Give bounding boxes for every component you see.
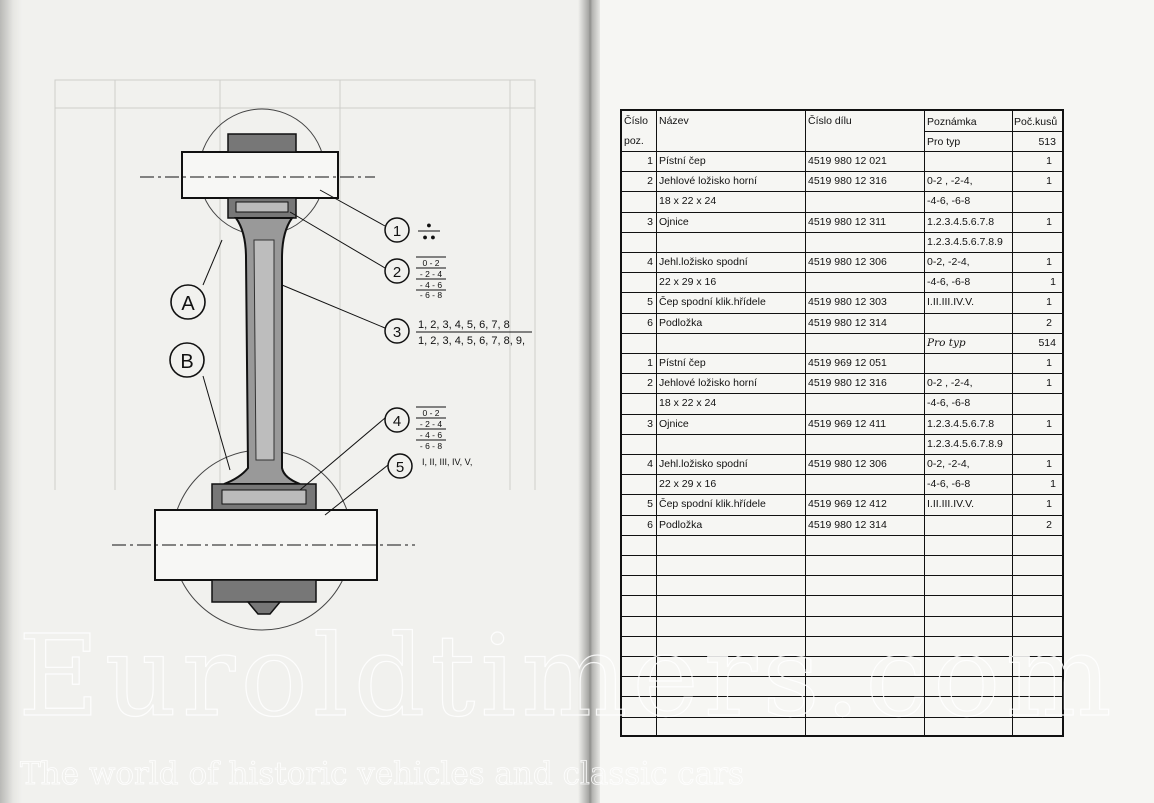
row-qty: 1 <box>1050 478 1056 491</box>
table-row-divider <box>622 434 1062 435</box>
row-name: Podložka <box>659 518 703 531</box>
row-part: 4519 980 12 316 <box>808 377 887 390</box>
table-row-divider <box>622 414 1062 415</box>
row-qty: 1 <box>1046 357 1052 369</box>
row-qty: 1 <box>1046 175 1052 188</box>
row-note: 0-2 , -2-4, <box>927 377 973 390</box>
callout-2-line2: - 2 - 4 <box>419 269 443 279</box>
row-note: -4-6, -6-8 <box>927 478 971 491</box>
row-note: Pro typ <box>927 336 966 349</box>
table-row-divider <box>622 474 1062 475</box>
table-row-divider <box>924 131 1062 132</box>
row-pos: 6 <box>647 518 653 531</box>
row-note: -4-6, -6-8 <box>927 397 971 410</box>
row-pos: 3 <box>647 417 653 430</box>
callout-3-line2: 1, 2, 3, 4, 5, 6, 7, 8, 9, <box>418 335 526 347</box>
row-pos: 5 <box>647 498 653 511</box>
row-note: 1.2.3.4.5.6.7.8 <box>927 417 995 430</box>
row-part: 4519 969 12 051 <box>808 357 887 369</box>
header-pos: Číslo <box>624 115 648 127</box>
callout-3-line1: 1, 2, 3, 4, 5, 6, 7, 8 <box>418 319 510 331</box>
row-name: 18 x 22 x 24 <box>659 397 717 410</box>
table-row-divider <box>622 393 1062 394</box>
callout-2-line4: - 6 - 8 <box>419 290 443 300</box>
table-row-divider <box>622 171 1062 172</box>
row-note: 1.2.3.4.5.6.7.8 <box>927 215 995 228</box>
row-note: 0-2, -2-4, <box>927 458 970 470</box>
row-name: Jehl.ložisko spodní <box>659 458 748 470</box>
callout-2-line1: 0 - 2 <box>422 258 440 268</box>
row-part: 4519 980 12 306 <box>808 458 887 470</box>
row-name: Ojnice <box>659 215 689 228</box>
table-row-divider <box>622 272 1062 273</box>
table-row-divider <box>622 494 1062 495</box>
callout-4-line1: 0 - 2 <box>422 408 440 418</box>
row-qty: 514 <box>1038 336 1056 349</box>
row-note: -4-6, -6-8 <box>927 276 971 289</box>
row-pos: 2 <box>647 175 653 188</box>
row-name: 22 x 29 x 16 <box>659 478 717 491</box>
row-part: 4519 980 12 303 <box>808 296 887 309</box>
row-part: 4519 969 12 411 <box>808 417 887 430</box>
table-row-divider <box>622 313 1062 314</box>
row-note: 0-2, -2-4, <box>927 256 970 268</box>
table-row-divider <box>622 575 1062 576</box>
table-row-divider <box>622 595 1062 596</box>
row-name: 18 x 22 x 24 <box>659 195 717 208</box>
row-qty: 1 <box>1046 498 1052 511</box>
row-pos: 4 <box>647 458 653 470</box>
row-qty: 1 <box>1046 215 1052 228</box>
row-part: 4519 980 12 314 <box>808 316 887 329</box>
callout-1-number: 1 <box>392 223 402 240</box>
callout-1-line1: ● <box>426 220 432 230</box>
row-name: Jehlové ložisko horní <box>659 175 758 188</box>
table-row-divider <box>622 535 1062 536</box>
row-name: Pístní čep <box>659 155 706 167</box>
row-pos: 6 <box>647 316 653 329</box>
row-qty: 2 <box>1046 316 1052 329</box>
label-b: B <box>180 351 194 373</box>
header-name: Název <box>659 115 689 127</box>
row-note: 1.2.3.4.5.6.7.8.9 <box>927 437 1003 450</box>
row-name: 22 x 29 x 16 <box>659 276 717 289</box>
table-row-divider <box>622 555 1062 556</box>
header-qty-sub: 513 <box>1038 136 1056 148</box>
row-note: 0-2 , -2-4, <box>927 175 973 188</box>
header-part: Číslo dílu <box>808 115 852 127</box>
callout-1-line2: ● ● <box>422 232 436 242</box>
row-name: Čep spodní klik.hřídele <box>659 498 766 511</box>
row-pos: 2 <box>647 377 653 390</box>
watermark-brand: Euroldtimers.com <box>18 612 1117 742</box>
table-row-divider <box>622 373 1062 374</box>
row-name: Podložka <box>659 316 703 329</box>
row-qty: 1 <box>1046 296 1052 309</box>
callout-4-line4: - 6 - 8 <box>419 441 443 451</box>
table-row-divider <box>622 515 1062 516</box>
header-note-sub: Pro typ <box>927 136 961 148</box>
table-row-divider <box>622 232 1062 233</box>
row-part: 4519 980 12 314 <box>808 518 887 531</box>
header-pos-sub: poz. <box>624 135 644 147</box>
header-qty: Poč.kusů <box>1014 116 1058 128</box>
callout-5-number: 5 <box>395 459 405 476</box>
row-qty: 2 <box>1046 518 1052 531</box>
callout-2-number: 2 <box>392 264 402 281</box>
table-row-divider <box>622 252 1062 253</box>
row-pos: 5 <box>647 296 653 309</box>
row-qty: 1 <box>1050 276 1056 289</box>
row-note: I.II.III.IV.V. <box>927 296 975 309</box>
row-name: Ojnice <box>659 417 689 430</box>
callout-3-number: 3 <box>392 324 402 341</box>
piston-pin <box>182 152 338 198</box>
table-row-divider <box>622 292 1062 293</box>
callout-4-line3: - 4 - 6 <box>419 430 443 440</box>
row-qty: 1 <box>1046 155 1052 167</box>
watermark-tagline: The world of historic vehicles and classic cars <box>20 756 744 792</box>
callout-5-line1: I, II, III, IV, V, <box>422 457 473 467</box>
callout-4-line2: - 2 - 4 <box>419 419 443 429</box>
row-note: I.II.III.IV.V. <box>927 498 975 511</box>
table-row-divider <box>622 333 1062 334</box>
row-note: -4-6, -6-8 <box>927 195 971 208</box>
table-row-divider <box>622 191 1062 192</box>
table-row-divider <box>622 454 1062 455</box>
row-qty: 1 <box>1046 458 1052 470</box>
table-row-divider <box>622 151 1062 152</box>
row-part: 4519 980 12 311 <box>808 215 887 228</box>
row-pos: 1 <box>647 155 653 167</box>
row-part: 4519 969 12 412 <box>808 498 887 511</box>
row-qty: 1 <box>1046 377 1052 390</box>
callout-2-line3: - 4 - 6 <box>419 280 443 290</box>
table-row-divider <box>622 212 1062 213</box>
label-a: A <box>181 293 195 315</box>
row-pos: 1 <box>647 357 653 369</box>
row-name: Jehl.ložisko spodní <box>659 256 748 268</box>
callout-4-number: 4 <box>392 413 402 430</box>
header-note: Poznámka <box>927 116 977 128</box>
row-note: 1.2.3.4.5.6.7.8.9 <box>927 235 1003 248</box>
row-pos: 4 <box>647 256 653 268</box>
row-part: 4519 980 12 316 <box>808 175 887 188</box>
row-name: Čep spodní klik.hřídele <box>659 296 766 309</box>
table-row-divider <box>622 353 1062 354</box>
row-name: Pístní čep <box>659 357 706 369</box>
row-part: 4519 980 12 306 <box>808 256 887 268</box>
row-qty: 1 <box>1046 417 1052 430</box>
row-pos: 3 <box>647 215 653 228</box>
row-part: 4519 980 12 021 <box>808 155 887 167</box>
row-name: Jehlové ložisko horní <box>659 377 758 390</box>
row-qty: 1 <box>1046 256 1052 268</box>
